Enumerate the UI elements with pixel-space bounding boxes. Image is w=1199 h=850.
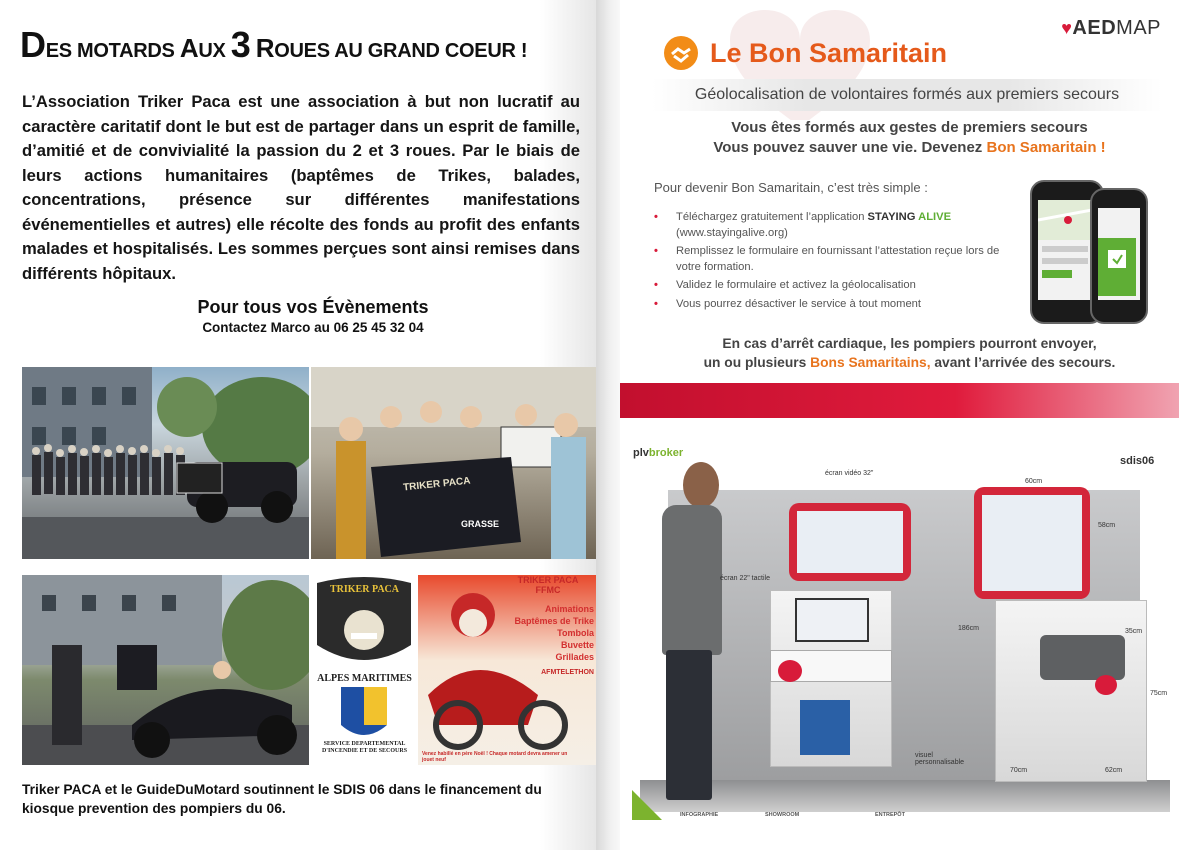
person-head (683, 462, 719, 508)
kiosk-floor (640, 780, 1170, 812)
step-item: • Remplissez le formulaire en fournissant l’attestation reçue lors de votre formation. (654, 244, 1024, 275)
kiosk-screen-front (789, 503, 911, 581)
title-cap-r: R (255, 33, 275, 63)
photo-event-poster (418, 575, 600, 765)
page-spine (596, 0, 622, 850)
person-legs (666, 650, 712, 800)
heart-icon (778, 660, 802, 682)
title-cap-a: A (179, 33, 199, 63)
brand-b: broker (648, 447, 684, 459)
plvbroker-logo (633, 447, 683, 459)
title-part: UX (198, 40, 231, 62)
title-part: AU GRAND COEUR ! (334, 40, 528, 62)
dim-label: écran vidéo 32" (825, 470, 874, 477)
photo-group-trikes (22, 367, 309, 559)
photo-cheque-art (311, 367, 600, 559)
step-text: Téléchargez gratuitement l’application (676, 211, 868, 223)
footer-label: INFOGRAPHIE (680, 812, 719, 818)
poster-item: Tombola (557, 628, 594, 638)
handshake-icon (664, 36, 698, 70)
screen-content (797, 511, 903, 573)
phone-map-art (1038, 200, 1092, 296)
screen-content (982, 495, 1082, 591)
smartphone-app (1090, 188, 1148, 324)
badges-art (311, 575, 418, 765)
dim-label: 70cm (1010, 767, 1028, 774)
banner-text: TRIKER PACA (402, 475, 471, 494)
aedmap-logo (1061, 17, 1161, 40)
dim-label: 62cm (1105, 767, 1123, 774)
arrest-highlight: Bons Samaritains, (810, 355, 931, 370)
logo-rest: MAP (1116, 17, 1161, 39)
footer-label: SHOWROOM (765, 812, 800, 818)
badge-bottom-text: SERVICE DEPARTEMENTAL D'INCENDIE ET DE SECOURS (321, 741, 408, 754)
photo-group-trikes-art (22, 367, 309, 559)
photo-trike-art (22, 575, 309, 765)
heart-icon: ♥ (1061, 18, 1073, 38)
poster-sub: FFMC (535, 585, 561, 595)
dim-label: visuel personnalisable (915, 752, 965, 766)
poster-item: Grillades (555, 652, 594, 662)
sdis-crest (800, 700, 850, 755)
trained-line-1: Vous êtes formés aux gestes de premiers secours (731, 119, 1088, 136)
heart-icon (1095, 675, 1117, 695)
footer-label: ENTREPÔT (875, 812, 905, 818)
phone-screen (1098, 208, 1140, 300)
kiosk-screen-side (974, 487, 1090, 599)
arrest-line-2 (620, 355, 1199, 370)
touch-screen (795, 598, 869, 642)
title-part: ES MOTARDS (45, 40, 180, 62)
geolocation-banner: Géolocalisation de volontaires formés aux premiers secours (652, 79, 1162, 111)
poster-item: Baptêmes de Trike (514, 616, 594, 626)
flag-text: GRASSE (461, 519, 500, 529)
arrest-text: avant l’arrivée des secours. (930, 355, 1116, 370)
poster-list (514, 603, 594, 663)
trained-line-2 (620, 139, 1199, 156)
phone-app-art (1098, 208, 1136, 296)
title-part: OUES (274, 40, 335, 62)
photo-trike-riders (22, 575, 309, 765)
step-item: • Vous pourrez désactiver le service à tout moment (654, 297, 1024, 313)
intro-paragraph: L’Association Triker Paca est une association à but non lucratif au caractère caritatif dont le but est de partager dans un esprit de famille, d’amitié et de convivialité la passion du 2 et 3 roues. Par le biais de leurs actions humanitaires (baptêmes de Trikes, balades, concentrations, présence sur différentes manifestations événementielles et autres) elle récolte des fonds au profit des enfants malades et hospitalisés. Les sommes perçues sont ainsi remises dans différents hôpitaux. (22, 92, 580, 283)
green-corner-mark (632, 790, 662, 820)
telethon-logo: AFMTELETHON (541, 669, 594, 676)
dim-label: 75cm (1150, 690, 1168, 697)
trained-line-text: Vous pouvez sauver une vie. Devenez (713, 139, 987, 156)
photo-cheque-presentation (311, 367, 600, 559)
dim-label: 58cm (1098, 522, 1116, 529)
dim-label: 35cm (1125, 628, 1143, 635)
steps-list (654, 210, 1024, 315)
logo-strong: AED (1072, 17, 1117, 39)
app-name: STAYING (867, 211, 919, 223)
bon-samaritain-title: Le Bon Samaritain (710, 38, 948, 68)
dim-label: 60cm (1025, 478, 1043, 485)
title-cap-d: D (20, 24, 46, 65)
events-heading: Pour tous vos Évènements (197, 297, 429, 317)
kiosk-top-panel (1040, 635, 1125, 680)
poster-caption: Venez habillé en père Noël ! Chaque motard devra amener un jouet neuf (422, 751, 568, 763)
arrest-text: un ou plusieurs (703, 355, 811, 370)
person-body (662, 505, 722, 655)
badge-mid-text: ALPES MARITIMES (317, 673, 412, 684)
title-three: 3 (230, 24, 251, 65)
badge-top-text: TRIKER PACA (330, 584, 399, 595)
app-name-alive: ALIVE (918, 211, 952, 223)
poster-head: TRIKER PACA (517, 575, 579, 585)
handshake-art (664, 36, 698, 70)
phone-screen (1038, 200, 1096, 300)
red-divider-bar (620, 383, 1179, 418)
steps-intro: Pour devenir Bon Samaritain, c’est très simple : (654, 180, 928, 195)
photo-caption: Triker PACA et le GuideDuMotard soutinnent le SDIS 06 dans le financement du kiosque prevention des pompiers du 06. (22, 782, 542, 816)
sdis06-label: sdis06 (1120, 455, 1155, 467)
step-item: • Validez le formulaire et activez la géolocalisation (654, 278, 1024, 294)
brand-a: plv (633, 447, 649, 459)
poster-item: Buvette (560, 640, 594, 650)
trained-line-highlight: Bon Samaritain ! (986, 139, 1106, 156)
photo-badges (311, 575, 418, 765)
dim-label: écran 22" tactile (720, 575, 770, 582)
poster-item: Animations (544, 604, 594, 614)
dim-label: 186cm (958, 625, 980, 632)
arrest-line-1: En cas d’arrêt cardiaque, les pompiers pourront envoyer, (722, 336, 1097, 351)
step-url: (www.stayingalive.org) (676, 226, 788, 239)
step-item (654, 210, 1024, 241)
article-title (20, 24, 590, 66)
events-contact: Contactez Marco au 06 25 45 32 04 (202, 320, 424, 335)
